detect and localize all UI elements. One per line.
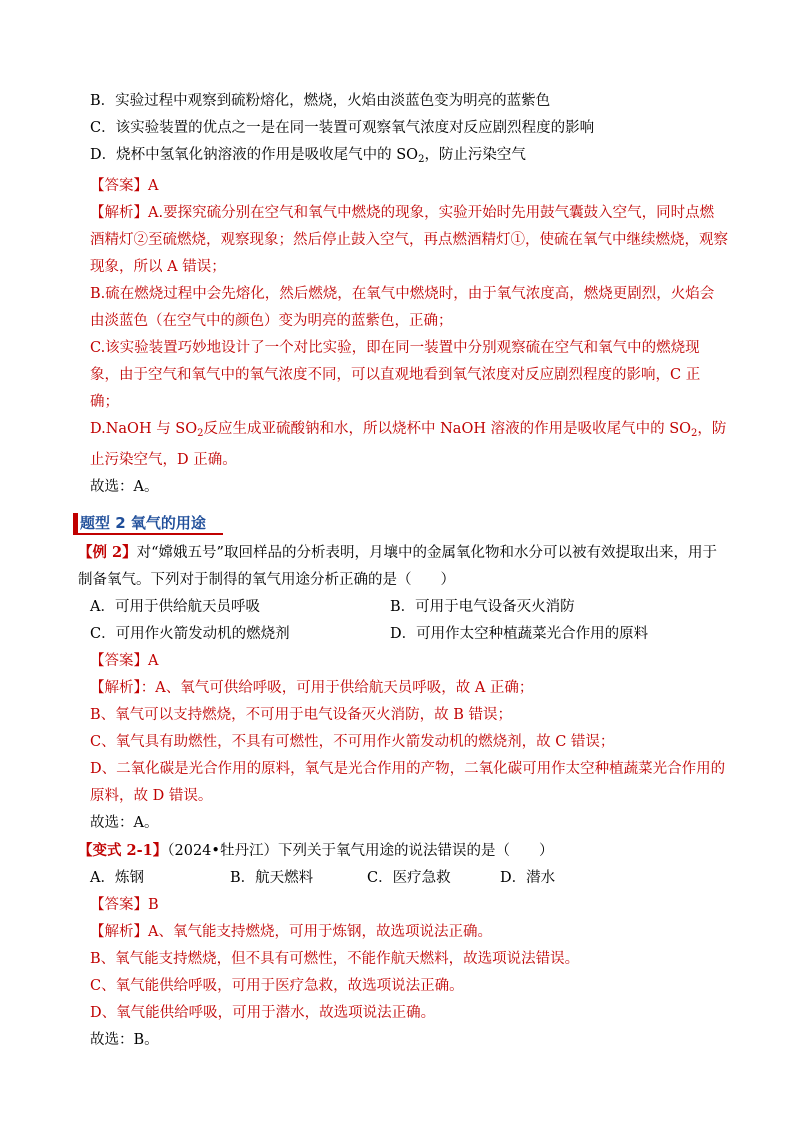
example-2-analysis-c: C、氧气具有助燃性，不具有可燃性，不可用作火箭发动机的燃烧剂，故 C 错误； [90,734,615,750]
page-content [78,88,728,1054]
variant-2-1-stem: 【变式 2-1】（2024•牡丹江）下列关于氧气用途的说法错误的是（ ） [78,842,554,859]
heading-underline [73,533,223,535]
option-b: B．实验过程中观察到硫粉熔化，燃烧，火焰由淡蓝色变为明亮的蓝紫色 [90,93,551,109]
analysis-c: C.该实验装置巧妙地设计了一个对比实验，即在同一装置中分别观察硫在空气和氧气中的燃烧现象，由于空气和氧气中的氧气浓度不同，可以直观地看到氧气浓度对反应剧烈程度的影响，C 正确； [90,340,701,410]
example-2-option-a: A．可用于供给航天员呼吸 [90,599,260,615]
variant-choose: 故选：B。 [90,1032,159,1048]
example-2-option-c: C．可用作火箭发动机的燃烧剂 [90,626,290,642]
example-2-answer: 【答案】A [90,653,159,669]
variant-option-b: B．航天燃料 [230,870,314,886]
variant-option-a: A．炼钢 [90,870,144,886]
example-2-option-b: B．可用于电气设备灭火消防 [390,599,575,615]
example-2-analysis-a: 【解析】：A、氧气可供给呼吸，可用于供给航天员呼吸，故 A 正确； [90,680,534,696]
variant-option-c: C．医疗急救 [367,870,451,886]
option-c: C．该实验装置的优点之一是在同一装置可观察氧气浓度对反应剧烈程度的影响 [90,120,595,136]
variant-label: 【变式 2-1】 [78,842,168,859]
section-title: 题型 2 氧气的用途 [80,514,206,532]
analysis-d: D.NaOH 与 $SO_2$反应生成亚硫酸钠和水，所以烧杯中 NaOH 溶液的作用是吸收尾气中的 $SO_2$，防止污染空气，D 正确。 [90,421,727,468]
section-heading [73,509,728,533]
example-2-options-row-1 [78,594,728,621]
example-2-analysis-b: B、氧气可以支持燃烧，不可用于电气设备灭火消防，故 B 错误； [90,707,513,723]
variant-analysis-c: C、氧气能供给呼吸，可用于医疗急救，故选项说法正确。 [90,978,464,994]
variant-2-1-options [78,865,728,892]
analysis-a: 【解析】A.要探究硫分别在空气和氧气中燃烧的现象，实验开始时先用鼓气囊鼓入空气，同时点燃酒精灯②至硫燃烧，观察现象；然后停止鼓入空气，再点燃酒精灯①，使硫在氧气中继续燃烧，观察现象，所以 A 错误； [90,205,728,275]
variant-analysis-b: B、氧气能支持燃烧，但不具有可燃性，不能作航天燃料，故选项说法错误。 [90,951,580,967]
choose-answer: 故选：A。 [90,479,159,495]
example-label: 【例 2】 [78,544,137,561]
example-2-options-row-2 [78,621,728,648]
analysis-b: B.硫在燃烧过程中会先熔化，然后燃烧，在氧气中燃烧时，由于氧气浓度高，燃烧更剧烈，火焰会由淡蓝色（在空气中的颜色）变为明亮的蓝紫色，正确； [90,286,715,329]
variant-2-1-answer: 【答案】B [90,897,159,913]
variant-option-d: D．潜水 [500,870,556,886]
answer-label: 【答案】A [90,178,159,194]
heading-marker [73,513,78,533]
example-2-option-d: D．可用作太空种植蔬菜光合作用的原料 [390,626,649,642]
example-2-choose: 故选：A。 [90,815,159,831]
option-d: D．烧杯中氢氧化钠溶液的作用是吸收尾气中的 $SO_2$，防止污染空气 [90,147,526,165]
example-2-analysis-d: D、二氧化碳是光合作用的原料，氧气是光合作用的产物，二氧化碳可用作太空种植蔬菜光合作用的原料，故 D 错误。 [90,761,726,804]
variant-analysis-a: 【解析】A、氧气能支持燃烧，可用于炼钢，故选项说法正确。 [90,924,492,940]
variant-analysis-d: D、氧气能供给呼吸，可用于潜水，故选项说法正确。 [90,1005,436,1021]
example-2-stem: 【例 2】对“嫦娥五号”取回样品的分析表明，月壤中的金属氧化物和水分可以被有效提取出来，用于制备氧气。下列对于制得的氧气用途分析正确的是（ ） [78,544,717,588]
